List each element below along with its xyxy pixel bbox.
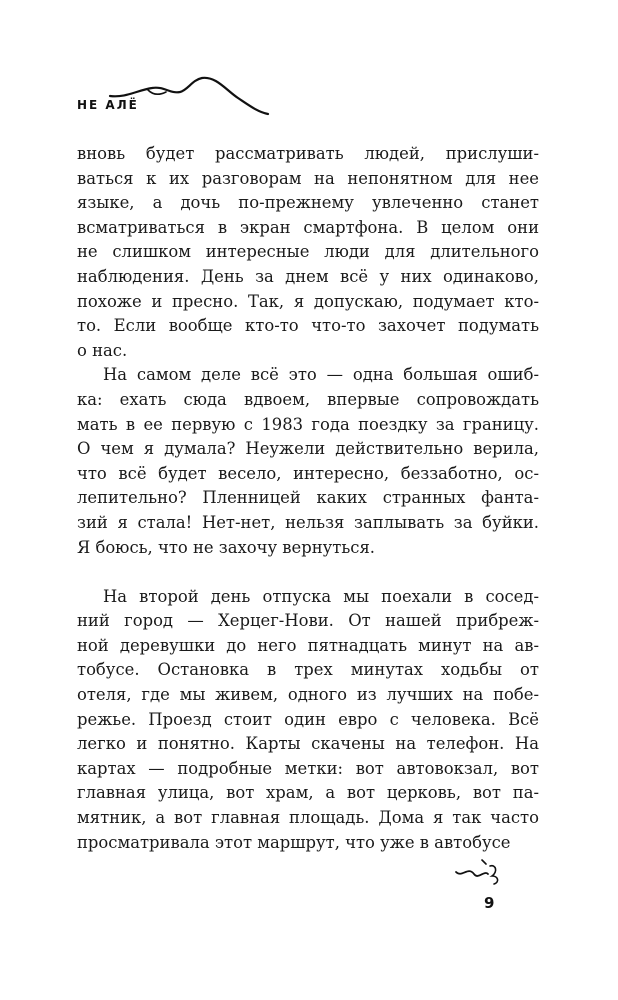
text-line: ний город — Херцег-Нови. От нашей прибреж- bbox=[77, 611, 539, 631]
page-number: 9 bbox=[484, 894, 495, 912]
text-line: режье. Проезд стоит один евро с человека. Всё bbox=[77, 709, 539, 729]
paragraph bbox=[77, 142, 539, 363]
text-line: вновь будет рассматривать людей, прислуши- bbox=[77, 144, 539, 163]
text-line: просматривала этот маршрут, что уже в автобусе bbox=[77, 832, 511, 852]
text-line: мать в ее первую с 1983 года поездку за границу. bbox=[77, 414, 539, 434]
text-line: О чем я думала? Неужели действительно верила, bbox=[77, 439, 539, 459]
text-line: ка: ехать сюда вдвоем, впервые сопровождать bbox=[77, 389, 539, 409]
text-line: лепительно? Пленницей каких странных фанта- bbox=[77, 488, 539, 508]
paragraph-gap bbox=[77, 560, 539, 585]
text-line: зий я стала! Нет-нет, нельзя заплывать за буйки. bbox=[77, 512, 539, 532]
body-text bbox=[77, 142, 539, 855]
running-head-title: НЕ АЛЁ bbox=[77, 98, 139, 112]
text-line: Я боюсь, что не захочу вернуться. bbox=[77, 537, 376, 557]
text-line: всматриваться в экран смартфона. В целом они bbox=[77, 217, 539, 237]
text-line: что всё будет весело, интересно, беззаботно, ос- bbox=[77, 463, 539, 483]
text-line: тобусе. Остановка в трех минутах ходьбы от bbox=[77, 660, 539, 680]
paragraph bbox=[77, 363, 539, 560]
text-line: наблюдения. День за днем всё у них одинаково, bbox=[77, 266, 539, 286]
text-line: картах — подробные метки: вот автовокзал, вот bbox=[77, 758, 539, 778]
text-line: похоже и пресно. Так, я допускаю, подумает кто- bbox=[77, 291, 539, 311]
text-line: главная улица, вот храм, а вот церковь, вот па- bbox=[77, 783, 539, 803]
text-line: то. Если вообще кто-то что-то захочет подумать bbox=[77, 316, 539, 336]
text-line: ваться к их разговорам на непонятном для нее bbox=[77, 168, 539, 188]
text-line: не слишком интересные люди для длительного bbox=[77, 242, 539, 262]
paragraph bbox=[77, 585, 539, 856]
text-line: о нас. bbox=[77, 340, 128, 360]
text-line: мятник, а вот главная площадь. Дома я так часто bbox=[77, 808, 539, 828]
text-line: языке, а дочь по-прежнему увлеченно станет bbox=[77, 193, 539, 213]
text-line: На второй день отпуска мы поехали в сосед- bbox=[103, 586, 539, 606]
text-line: отеля, где мы живем, одного из лучших на побе- bbox=[77, 685, 539, 705]
text-line: ной деревушки до него пятнадцать минут на ав- bbox=[77, 635, 539, 655]
footer-ornament-swash bbox=[452, 852, 504, 886]
text-line: легко и понятно. Карты скачены на телефон. На bbox=[77, 734, 539, 754]
text-line: На самом деле всё это — одна большая ошиб- bbox=[103, 365, 539, 385]
